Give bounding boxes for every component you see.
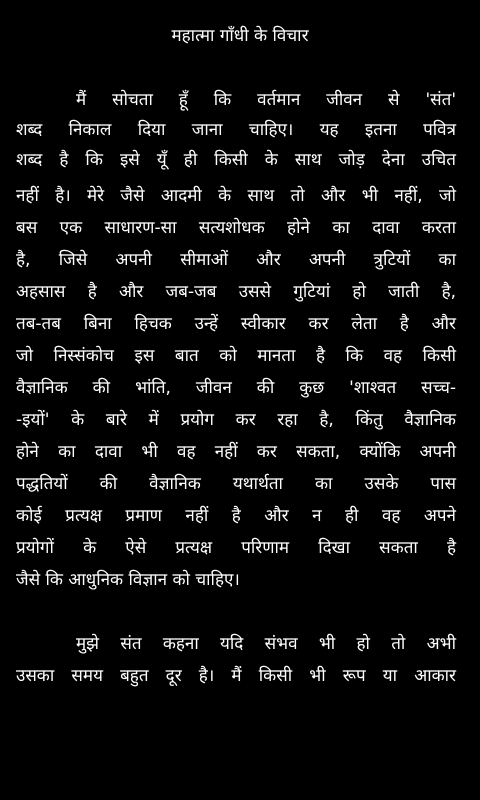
text-line: -इयों' के बारे में प्रयोग कर रहा है, किंतु वैज्ञानिक xyxy=(16,410,456,430)
text-line: वैज्ञानिक की भांति, जीवन की कुछ 'शाश्वत सच्च- xyxy=(16,378,456,398)
text-line: कोई प्रत्यक्ष प्रमाण नहीं है और न ही वह अपने xyxy=(16,506,456,526)
text-line: प्रयोगों के ऐसे प्रत्यक्ष परिणाम दिखा सकता है xyxy=(16,538,456,558)
text-line: शब्द है कि इसे यूँ ही किसी के साथ जोड़ देना उचित xyxy=(16,150,456,170)
text-line: तब-तब बिना हिचक उन्हें स्वीकार कर लेता है और xyxy=(16,314,456,334)
text-line: अहसास है और जब-जब उससे गुटियां हो जाती है, xyxy=(16,282,456,302)
text-line: होने का दावा भी वह नहीं कर सकता, क्योंकि अपनी xyxy=(16,442,456,462)
page-title: महात्मा गाँधी के विचार xyxy=(171,26,309,46)
text-line: है, जिसे अपनी सीमाओं और अपनी त्रुटियों का xyxy=(16,250,456,270)
text-line: पद्धतियों की वैज्ञानिक यथार्थता का उसके पास xyxy=(16,474,456,494)
text-line: बस एक साधारण-सा सत्यशोधक होने का दावा करता xyxy=(16,218,456,238)
text-line: उसका समय बहुत दूर है। मैं किसी भी रूप या आकार xyxy=(16,666,457,686)
text-line: मैं सोचता हूँ कि वर्तमान जीवन से 'संत' xyxy=(76,90,456,110)
text-line: जो निस्संकोच इस बात को मानता है कि वह किसी xyxy=(16,346,456,366)
text-line: नहीं है। मेरे जैसे आदमी के साथ तो और भी नहीं, जो xyxy=(16,186,456,206)
text-line: मुझे संत कहना यदि संभव भी हो तो अभी xyxy=(76,634,456,654)
text-line: जैसे कि आधुनिक विज्ञान को चाहिए। xyxy=(16,570,240,590)
text-line: शब्द निकाल दिया जाना चाहिए। यह इतना पवित्र xyxy=(16,120,456,140)
